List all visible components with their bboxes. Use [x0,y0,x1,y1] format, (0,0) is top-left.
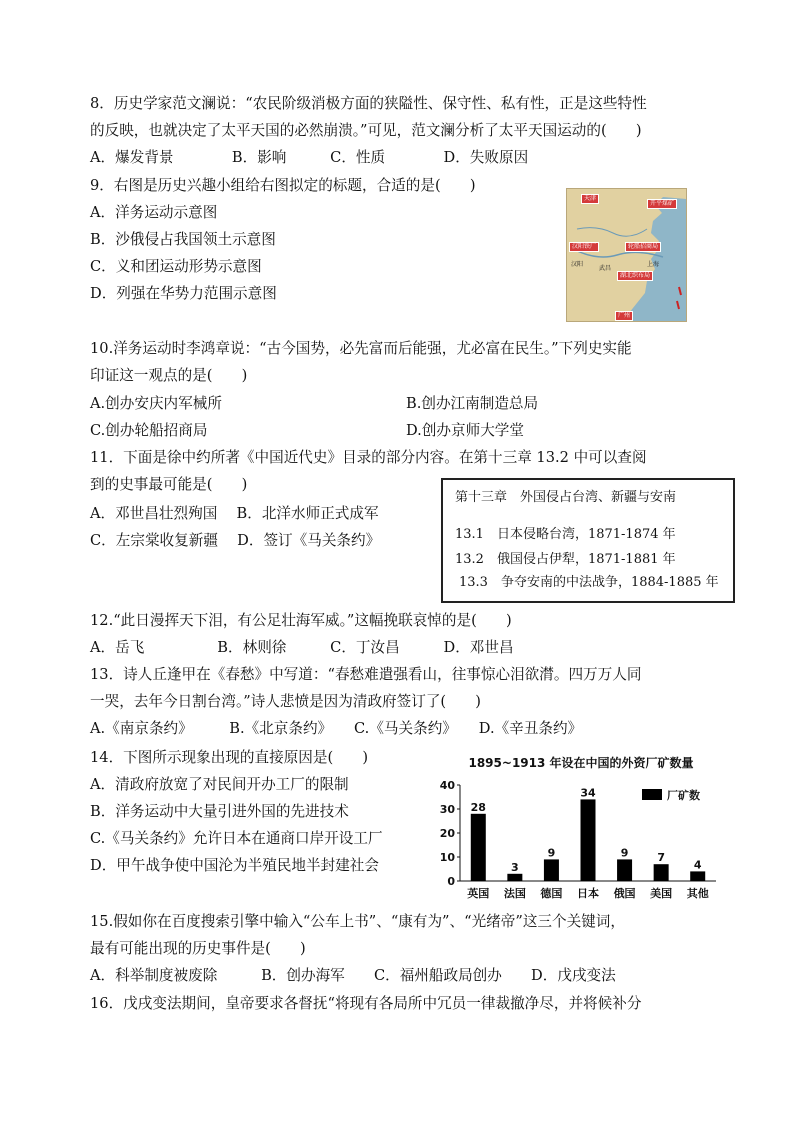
data-label: 28 [470,800,486,814]
q9-option-a: A．洋务运动示意图 [90,204,218,221]
category-label: 美国 [650,887,673,900]
bar [471,814,486,881]
y-tick-label: 0 [447,875,455,888]
q14-stem: 14．下图所示现象出现的直接原因是( ) [90,749,369,766]
legend-swatch [642,789,662,800]
bar [507,874,522,881]
q16-line-1: 16．戊戌变法期间，皇帝要求各督抚“将现有各局所中冗员一律裁撤净尽，并将候补分 [90,995,642,1012]
q11-options-cd: C．左宗棠收复新疆 D．签订《马关条约》 [90,532,381,549]
y-tick-label: 30 [439,803,455,816]
bar [581,799,596,881]
q8-line-2: 的反映，也就决定了太平天国的必然崩溃。”可见，范文澜分析了太平天国运动的( ) [90,122,642,139]
map-tag-kaiping: 开平煤矿 [647,199,677,209]
map-place-shanghai: 上海 [647,261,660,268]
category-label: 法国 [503,887,526,900]
q10-line-2: 印证这一观点的是( ) [90,367,248,384]
q13-line-2: 一哭，去年今日割台湾。”诗人悲愤是因为清政府签订了( ) [90,693,481,710]
toc-title: 第十三章 外国侵占台湾、新疆与安南 [455,490,677,505]
map-tag-merchants: 轮船招商局 [625,242,661,252]
q14-option-b: B．洋务运动中大量引进外国的先进技术 [90,803,349,820]
chart-title: 1895~1913 年设在中国的外资厂矿数量 [468,756,694,770]
map-tag-hubei-cloth: 湖北织布局 [617,271,653,281]
q11-options-ab: A．邓世昌壮烈殉国 B．北洋水师正式成军 [90,505,379,522]
q13-options: A.《南京条约》 B.《北京条约》 C.《马关条约》 D.《辛丑条约》 [90,720,583,737]
q9-option-d: D．列强在华势力范围示意图 [90,285,277,302]
q11-line-1: 11．下面是徐中约所著《中国近代史》目录的部分内容。在第十三章 13.2 中可以查阅 [90,449,647,466]
factory-count-chart [436,753,726,903]
q12-options: A．岳飞 B．林则徐 C．丁汝昌 D．邓世昌 [90,639,514,656]
q10-option-d: D.创办京师大学堂 [406,422,524,439]
q10-option-c: C.创办轮船招商局 [90,422,208,439]
bar [544,859,559,881]
data-label: 3 [511,860,519,874]
q10-option-a: A.创办安庆内军械所 [90,395,222,412]
q10-line-1: 10.洋务运动时李鸿章说：“古今国势，必先富而后能强，尤必富在民生。”下列史实能 [90,340,632,357]
toc-box [441,478,735,603]
q11-line-2: 到的史事最可能是( ) [90,476,248,493]
q15-line-1: 15.假如你在百度搜索引擎中输入“公车上书”、“康有为”、“光绪帝”这三个关键词， [90,913,625,930]
y-tick-label: 20 [439,827,455,840]
bar [654,864,669,881]
bar [690,871,705,881]
category-label: 英国 [467,887,490,900]
toc-item-13-1: 13.1 日本侵略台湾，1871-1874 年 [455,527,676,542]
data-label: 4 [693,858,702,872]
bar [617,859,632,881]
map-tag-hanyang-iron: 汉阳铁厂 [569,242,599,252]
q14-option-c: C.《马关条约》允许日本在通商口岸开设工厂 [90,830,383,847]
chart-svg [436,753,726,903]
toc-item-13-3: 13.3 争夺安南的中法战争，1884-1885 年 [459,575,719,590]
q9-option-c: C．义和团运动形势示意图 [90,258,262,275]
legend-label: 厂矿数 [667,789,700,802]
q8-options: A．爆发背景 B．影响 C．性质 D．失败原因 [90,149,529,166]
data-label: 7 [657,851,665,865]
category-label: 德国 [540,887,563,900]
map-tag-tianjin: 天津 [581,194,599,204]
q10-option-b: B.创办江南制造总局 [406,395,539,412]
y-tick-label: 10 [439,851,455,864]
map-tag-guangzhou: 广州 [615,311,633,321]
q15-line-2: 最有可能出现的历史事件是( ) [90,940,306,957]
q12-stem: 12.“此日漫挥天下泪，有公足壮海军威。”这幅挽联哀悼的是( ) [90,612,512,629]
category-label: 日本 [577,887,599,900]
q14-option-a: A．清政府放宽了对民间开办工厂的限制 [90,776,349,793]
q8-line-1: 8．历史学家范文澜说：“农民阶级消极方面的狭隘性、保守性、私有性，正是这些特性 [90,95,647,112]
data-label: 9 [547,846,556,860]
toc-item-13-2: 13.2 俄国侵占伊犁，1871-1881 年 [455,552,676,567]
category-label: 其他 [686,887,709,900]
q9-option-b: B．沙俄侵占我国领土示意图 [90,231,276,248]
y-tick-label: 40 [439,779,455,792]
map-figure [566,188,687,322]
map-place-wuchang: 武昌 [599,265,612,272]
q13-line-1: 13．诗人丘逢甲在《春愁》中写道：“春愁难遣强看山，往事惊心泪欲潸。四万万人同 [90,666,642,683]
q9-stem: 9．右图是历史兴趣小组给右图拟定的标题，合适的是( ) [90,177,476,194]
q14-option-d: D．甲午战争使中国沦为半殖民地半封建社会 [90,857,379,874]
data-label: 9 [620,846,629,860]
data-label: 34 [580,786,596,800]
q15-options: A．科举制度被废除 B．创办海军 C．福州船政局创办 D．戊戌变法 [90,967,616,984]
map-place-hanyang: 汉阳 [571,261,584,268]
category-label: 俄国 [613,887,636,900]
